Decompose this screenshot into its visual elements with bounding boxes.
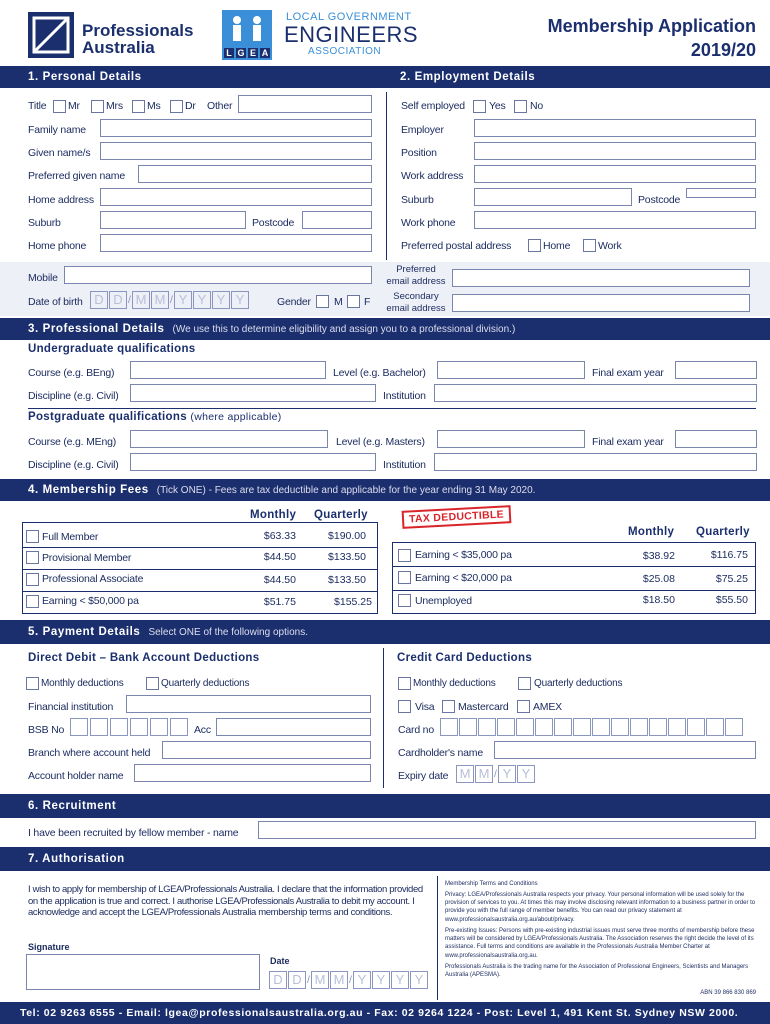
home-phone-label: Home phone <box>28 240 87 252</box>
employer-label: Employer <box>401 124 444 136</box>
card-digit[interactable] <box>687 718 705 736</box>
expiry-month-2[interactable]: M <box>475 765 493 783</box>
divider <box>392 590 756 591</box>
cardholder-label: Cardholder's name <box>398 747 483 759</box>
card-digit[interactable] <box>535 718 553 736</box>
section-bar-4 <box>0 479 770 501</box>
amex-checkbox[interactable] <box>517 700 530 713</box>
mastercard-label: Mastercard <box>458 701 509 713</box>
gender-m-label: M <box>334 296 343 308</box>
fee-earning50-checkbox[interactable] <box>26 595 39 608</box>
pg-heading-text: Postgraduate qualifications <box>28 411 187 423</box>
card-digit[interactable] <box>459 718 477 736</box>
dob-month-2[interactable]: M <box>151 291 169 309</box>
card-digit[interactable] <box>706 718 724 736</box>
fee-quarterly: $75.25 <box>715 573 748 585</box>
mrs-checkbox[interactable] <box>91 100 104 113</box>
dob-year-3[interactable]: Y <box>212 291 230 309</box>
sign-year-4[interactable]: Y <box>410 971 428 989</box>
lgea-top: LOCAL GOVERNMENT <box>286 11 412 23</box>
mastercard-checkbox[interactable] <box>442 700 455 713</box>
footer-bar <box>0 1002 770 1024</box>
dob-label: Date of birth <box>28 296 83 308</box>
postcode-input[interactable] <box>302 211 372 229</box>
employer-input[interactable] <box>474 119 756 137</box>
fee-earning35-checkbox[interactable] <box>398 549 411 562</box>
card-digit[interactable] <box>478 718 496 736</box>
work-phone-input[interactable] <box>474 211 756 229</box>
dr-label: Dr <box>185 100 196 112</box>
family-name-input[interactable] <box>100 119 372 137</box>
bsb-digit[interactable] <box>70 718 88 736</box>
work-phone-label: Work phone <box>401 217 456 229</box>
form-title: Membership Application <box>547 16 756 36</box>
sec-email-label-2: email address <box>386 303 446 314</box>
fee-quarterly: $190.00 <box>328 530 366 542</box>
postal-work-checkbox[interactable] <box>583 239 596 252</box>
holder-label: Account holder name <box>28 770 124 782</box>
pg-heading <box>28 411 282 423</box>
terms-preexisting: Pre-existing Issues: Persons with pre-existing industrial issues must serve three months of membership before these matters will be considered by LGEA/Professionals Australia. The Association reserves the right decide the level of its assistance. Full terms and conditions are available in the Professionals Australia Member Charter at www.professionalsaustralia.org.au. <box>445 928 755 959</box>
gender-f-checkbox[interactable] <box>347 295 360 308</box>
work-address-input[interactable] <box>474 165 756 183</box>
lgea-letter: A <box>261 48 269 58</box>
card-digit[interactable] <box>516 718 534 736</box>
work-suburb-input[interactable] <box>474 188 632 206</box>
ug-institution-input[interactable] <box>434 384 757 402</box>
dd-quarterly-checkbox[interactable] <box>146 677 159 690</box>
fin-inst-input[interactable] <box>126 695 371 713</box>
position-label: Position <box>401 147 437 159</box>
fee-name: Provisional Member <box>42 552 132 564</box>
pg-course-input[interactable] <box>130 430 328 448</box>
form-year: 2019/20 <box>690 40 756 60</box>
signature-box[interactable] <box>26 954 260 990</box>
divider <box>392 566 756 567</box>
card-digit[interactable] <box>611 718 629 736</box>
ug-course-input[interactable] <box>130 361 326 379</box>
sign-month-1[interactable]: M <box>311 971 329 989</box>
postal-work-label: Work <box>598 240 622 252</box>
pg-level-label: Level (e.g. Masters) <box>336 436 425 448</box>
terms-privacy: Privacy: LGEA/Professionals Australia respects your privacy. Your personal information will be used solely for the provision of services to you. At times this may involve disclosing relevant information to a business partner in order to provide you with the full range of member benefits. You can read our privacy statement at www.professionalsaustralia.org.au/about/privacy. <box>445 892 756 923</box>
fee-earning20-checkbox[interactable] <box>398 571 411 584</box>
bsb-digit[interactable] <box>150 718 168 736</box>
pg-note: (where applicable) <box>190 411 282 423</box>
ug-discipline-input[interactable] <box>130 384 376 402</box>
bsb-digit[interactable] <box>110 718 128 736</box>
acc-input[interactable] <box>216 718 371 736</box>
expiry-sep: / <box>494 768 497 780</box>
postal-home-label: Home <box>543 240 571 252</box>
sec6-title: 6. Recruitment <box>28 800 117 812</box>
preferred-name-input[interactable] <box>138 165 372 183</box>
lgea-letter: L <box>224 48 234 58</box>
dob-year-2[interactable]: Y <box>193 291 211 309</box>
fee-name: Professional Associate <box>42 573 144 585</box>
other-label: Other <box>207 100 233 112</box>
card-digit[interactable] <box>630 718 648 736</box>
fee-quarterly: $155.25 <box>334 596 372 608</box>
divider <box>437 876 438 1000</box>
card-digit[interactable] <box>440 718 458 736</box>
cc-monthly-label: Monthly deductions <box>413 678 496 689</box>
pg-discipline-label: Discipline (e.g. Civil) <box>28 459 119 471</box>
ug-level-label: Level (e.g. Bachelor) <box>333 367 426 379</box>
sec5-note: Select ONE of the following options. <box>148 626 308 638</box>
branch-input[interactable] <box>162 741 371 759</box>
recruiter-name-input[interactable] <box>258 821 756 839</box>
dob-month-1[interactable]: M <box>132 291 150 309</box>
quarterly-header-right: Quarterly <box>696 526 750 538</box>
fee-monthly: $38.92 <box>642 550 675 562</box>
given-names-input[interactable] <box>100 142 372 160</box>
card-digit[interactable] <box>592 718 610 736</box>
sec3-title: 3. Professional Details <box>28 323 165 335</box>
fee-name: Full Member <box>42 531 99 543</box>
declaration-text: I wish to apply for membership of LGEA/Professionals Australia. I declare that the information provided on the application is true and correct. I authorise LGEA/Professionals Australia to debit my account. I acknowledge and accept the LGEA/Professionals Australia membership terms and conditions. <box>28 884 423 918</box>
ug-course-label: Course (e.g. BEng) <box>28 367 115 379</box>
holder-input[interactable] <box>134 764 371 782</box>
card-digit[interactable] <box>573 718 591 736</box>
fee-quarterly: $55.50 <box>715 594 748 606</box>
brand-line-2: Australia <box>82 38 155 57</box>
lgea-logo <box>222 10 272 60</box>
lgea-people-icon <box>222 10 272 48</box>
branch-label: Branch where account held <box>28 747 151 759</box>
card-digit[interactable] <box>668 718 686 736</box>
secondary-email-input[interactable] <box>452 294 750 312</box>
quarterly-header-left: Quarterly <box>314 509 368 521</box>
fee-name: Unemployed <box>415 595 472 607</box>
title-other-input[interactable] <box>238 95 372 113</box>
dob-sep: / <box>128 294 131 306</box>
cc-quarterly-checkbox[interactable] <box>518 677 531 690</box>
section-bar-6 <box>0 794 770 818</box>
lgea-bot: ASSOCIATION <box>308 46 382 57</box>
fee-monthly: $44.50 <box>263 574 296 586</box>
card-digit[interactable] <box>725 718 743 736</box>
sec4-note: (Tick ONE) - Fees are tax deductible and applicable for the year ending 31 May 2020. <box>156 484 536 496</box>
preferred-name-label: Preferred given name <box>28 170 125 182</box>
sign-day-2[interactable]: D <box>288 971 306 989</box>
sign-year-1[interactable]: Y <box>353 971 371 989</box>
given-names-label: Given name/s <box>28 147 91 159</box>
work-postcode-label: Postcode <box>638 194 681 206</box>
ug-heading: Undergraduate qualifications <box>28 343 196 355</box>
bsb-digit[interactable] <box>90 718 108 736</box>
dob-year-4[interactable]: Y <box>231 291 249 309</box>
work-suburb-label: Suburb <box>401 194 434 206</box>
recruited-label: I have been recruited by fellow member - name <box>28 827 239 839</box>
dob-day-1[interactable]: D <box>90 291 108 309</box>
fee-name: Earning < $20,000 pa <box>415 572 512 584</box>
pg-level-input[interactable] <box>437 430 585 448</box>
mr-label: Mr <box>68 100 80 112</box>
fee-monthly: $44.50 <box>263 551 296 563</box>
divider <box>28 408 756 409</box>
postal-home-checkbox[interactable] <box>528 239 541 252</box>
divider <box>22 569 378 570</box>
fee-monthly: $63.33 <box>263 530 296 542</box>
ms-label: Ms <box>147 100 161 112</box>
pref-email-label-2: email address <box>386 276 446 287</box>
position-input[interactable] <box>474 142 756 160</box>
divider <box>386 92 387 260</box>
amex-label: AMEX <box>533 701 562 713</box>
signature-label: Signature <box>28 942 70 952</box>
acc-label: Acc <box>194 724 211 736</box>
card-no-label: Card no <box>398 724 434 736</box>
sec4-title: 4. Membership Fees <box>28 484 149 496</box>
title-label: Title <box>28 100 47 112</box>
family-name-label: Family name <box>28 124 86 136</box>
postal-label: Preferred postal address <box>401 240 512 252</box>
sec7-title: 7. Authorisation <box>28 853 125 865</box>
sec2-title: 2. Employment Details <box>400 71 536 83</box>
fee-provisional-checkbox[interactable] <box>26 551 39 564</box>
bsb-digit[interactable] <box>170 718 188 736</box>
pa-logo <box>28 12 74 58</box>
self-employed-label: Self employed <box>401 100 465 112</box>
card-digit[interactable] <box>497 718 515 736</box>
pg-discipline-input[interactable] <box>130 453 376 471</box>
ug-discipline-label: Discipline (e.g. Civil) <box>28 390 119 402</box>
sec1-title: 1. Personal Details <box>28 71 142 83</box>
credit-card-heading: Credit Card Deductions <box>397 652 533 664</box>
terms-trading: Professionals Australia is the trading name for the Association of Professional Engineers, Scientists and Managers Australia (APESMA). <box>445 964 749 979</box>
home-address-input[interactable] <box>100 188 372 206</box>
tax-deductible-stamp: TAX DEDUCTIBLE <box>402 505 512 529</box>
ug-level-input[interactable] <box>437 361 585 379</box>
gender-m-checkbox[interactable] <box>316 295 329 308</box>
card-digit[interactable] <box>649 718 667 736</box>
dob-year-1[interactable]: Y <box>174 291 192 309</box>
sec5-title: 5. Payment Details <box>28 626 141 638</box>
sign-day-1[interactable]: D <box>269 971 287 989</box>
home-address-label: Home address <box>28 194 94 206</box>
ug-final-label: Final exam year <box>592 367 664 379</box>
ms-checkbox[interactable] <box>132 100 145 113</box>
fee-monthly: $25.08 <box>642 573 675 585</box>
ug-final-input[interactable] <box>675 361 757 379</box>
suburb-label: Suburb <box>28 217 61 229</box>
dd-monthly-label: Monthly deductions <box>41 678 124 689</box>
pref-email-label-1: Preferred <box>396 264 436 275</box>
sec-email-label-1: Secondary <box>393 291 439 302</box>
divider <box>383 648 384 788</box>
postcode-label: Postcode <box>252 217 295 229</box>
brand-line-1: Professionals <box>82 21 194 40</box>
bsb-digit[interactable] <box>130 718 148 736</box>
sign-sep: / <box>307 974 310 986</box>
section-bar-7 <box>0 847 770 871</box>
self-employed-yes-checkbox[interactable] <box>473 100 486 113</box>
fee-quarterly: $116.75 <box>710 549 748 561</box>
cc-quarterly-label: Quarterly deductions <box>534 678 623 689</box>
pg-final-label: Final exam year <box>592 436 664 448</box>
mobile-input[interactable] <box>64 266 372 284</box>
pg-institution-label: Institution <box>383 459 426 471</box>
yes-label: Yes <box>489 100 506 112</box>
work-address-label: Work address <box>401 170 464 182</box>
direct-debit-heading: Direct Debit – Bank Account Deductions <box>28 652 260 664</box>
sec3-note: (We use this to determine eligibility and assign you to a professional division.) <box>172 323 516 335</box>
mrs-label: Mrs <box>106 100 123 112</box>
preferred-email-input[interactable] <box>452 269 750 287</box>
sign-year-3[interactable]: Y <box>391 971 409 989</box>
monthly-header-right: Monthly <box>628 526 675 538</box>
pg-institution-input[interactable] <box>434 453 757 471</box>
fee-quarterly: $133.50 <box>328 551 366 563</box>
fee-monthly: $18.50 <box>642 594 675 606</box>
fee-monthly: $51.75 <box>263 596 296 608</box>
fee-name: Earning < $50,000 pa <box>42 595 139 607</box>
cc-monthly-checkbox[interactable] <box>398 677 411 690</box>
mr-checkbox[interactable] <box>53 100 66 113</box>
lgea-letter: G <box>237 48 245 58</box>
expiry-month-1[interactable]: M <box>456 765 474 783</box>
mobile-label: Mobile <box>28 272 58 284</box>
lgea-mid: ENGINEERS <box>284 22 419 47</box>
date-label: Date <box>270 956 290 966</box>
bsb-label: BSB No <box>28 724 65 736</box>
section-bar-5 <box>0 620 770 644</box>
lgea-letter: E <box>249 48 256 58</box>
monthly-header-left: Monthly <box>250 509 297 521</box>
gender-label: Gender <box>277 296 311 308</box>
fee-full-member-checkbox[interactable] <box>26 530 39 543</box>
suburb-input[interactable] <box>100 211 246 229</box>
divider <box>22 591 378 592</box>
pg-course-label: Course (e.g. MEng) <box>28 436 117 448</box>
expiry-year-1[interactable]: Y <box>498 765 516 783</box>
sign-sep: / <box>349 974 352 986</box>
home-phone-input[interactable] <box>100 234 372 252</box>
sign-month-2[interactable]: M <box>330 971 348 989</box>
work-postcode-input[interactable] <box>686 188 756 198</box>
fee-quarterly: $133.50 <box>328 574 366 586</box>
dob-sep: / <box>170 294 173 306</box>
visa-label: Visa <box>415 701 435 713</box>
footer-contact: Tel: 02 9263 6555 - Email: lgea@professionalsaustralia.org.au - Fax: 02 9264 1224 - Post: Level 1, 491 Kent St. Sydney NSW 2000. <box>20 1007 739 1019</box>
terms-title: Membership Terms and Conditions <box>445 881 538 887</box>
abn: ABN 39 866 830 869 <box>700 990 756 996</box>
dob-day-2[interactable]: D <box>109 291 127 309</box>
expiry-label: Expiry date <box>398 770 449 782</box>
fee-name: Earning < $35,000 pa <box>415 549 512 561</box>
fee-unemployed-checkbox[interactable] <box>398 594 411 607</box>
dd-quarterly-label: Quarterly deductions <box>161 678 250 689</box>
pa-logo-icon <box>28 12 74 58</box>
visa-checkbox[interactable] <box>398 700 411 713</box>
no-label: No <box>530 100 544 112</box>
dr-checkbox[interactable] <box>170 100 183 113</box>
gender-f-label: F <box>364 296 371 308</box>
sign-year-2[interactable]: Y <box>372 971 390 989</box>
fin-inst-label: Financial institution <box>28 701 114 713</box>
expiry-year-2[interactable]: Y <box>517 765 535 783</box>
fee-associate-checkbox[interactable] <box>26 573 39 586</box>
section-bar-3 <box>0 318 770 340</box>
ug-institution-label: Institution <box>383 390 426 402</box>
divider <box>22 547 378 548</box>
pg-final-input[interactable] <box>675 430 757 448</box>
dd-monthly-checkbox[interactable] <box>26 677 39 690</box>
cardholder-input[interactable] <box>494 741 756 759</box>
section-bar-1-2 <box>0 66 770 88</box>
card-digit[interactable] <box>554 718 572 736</box>
self-employed-no-checkbox[interactable] <box>514 100 527 113</box>
